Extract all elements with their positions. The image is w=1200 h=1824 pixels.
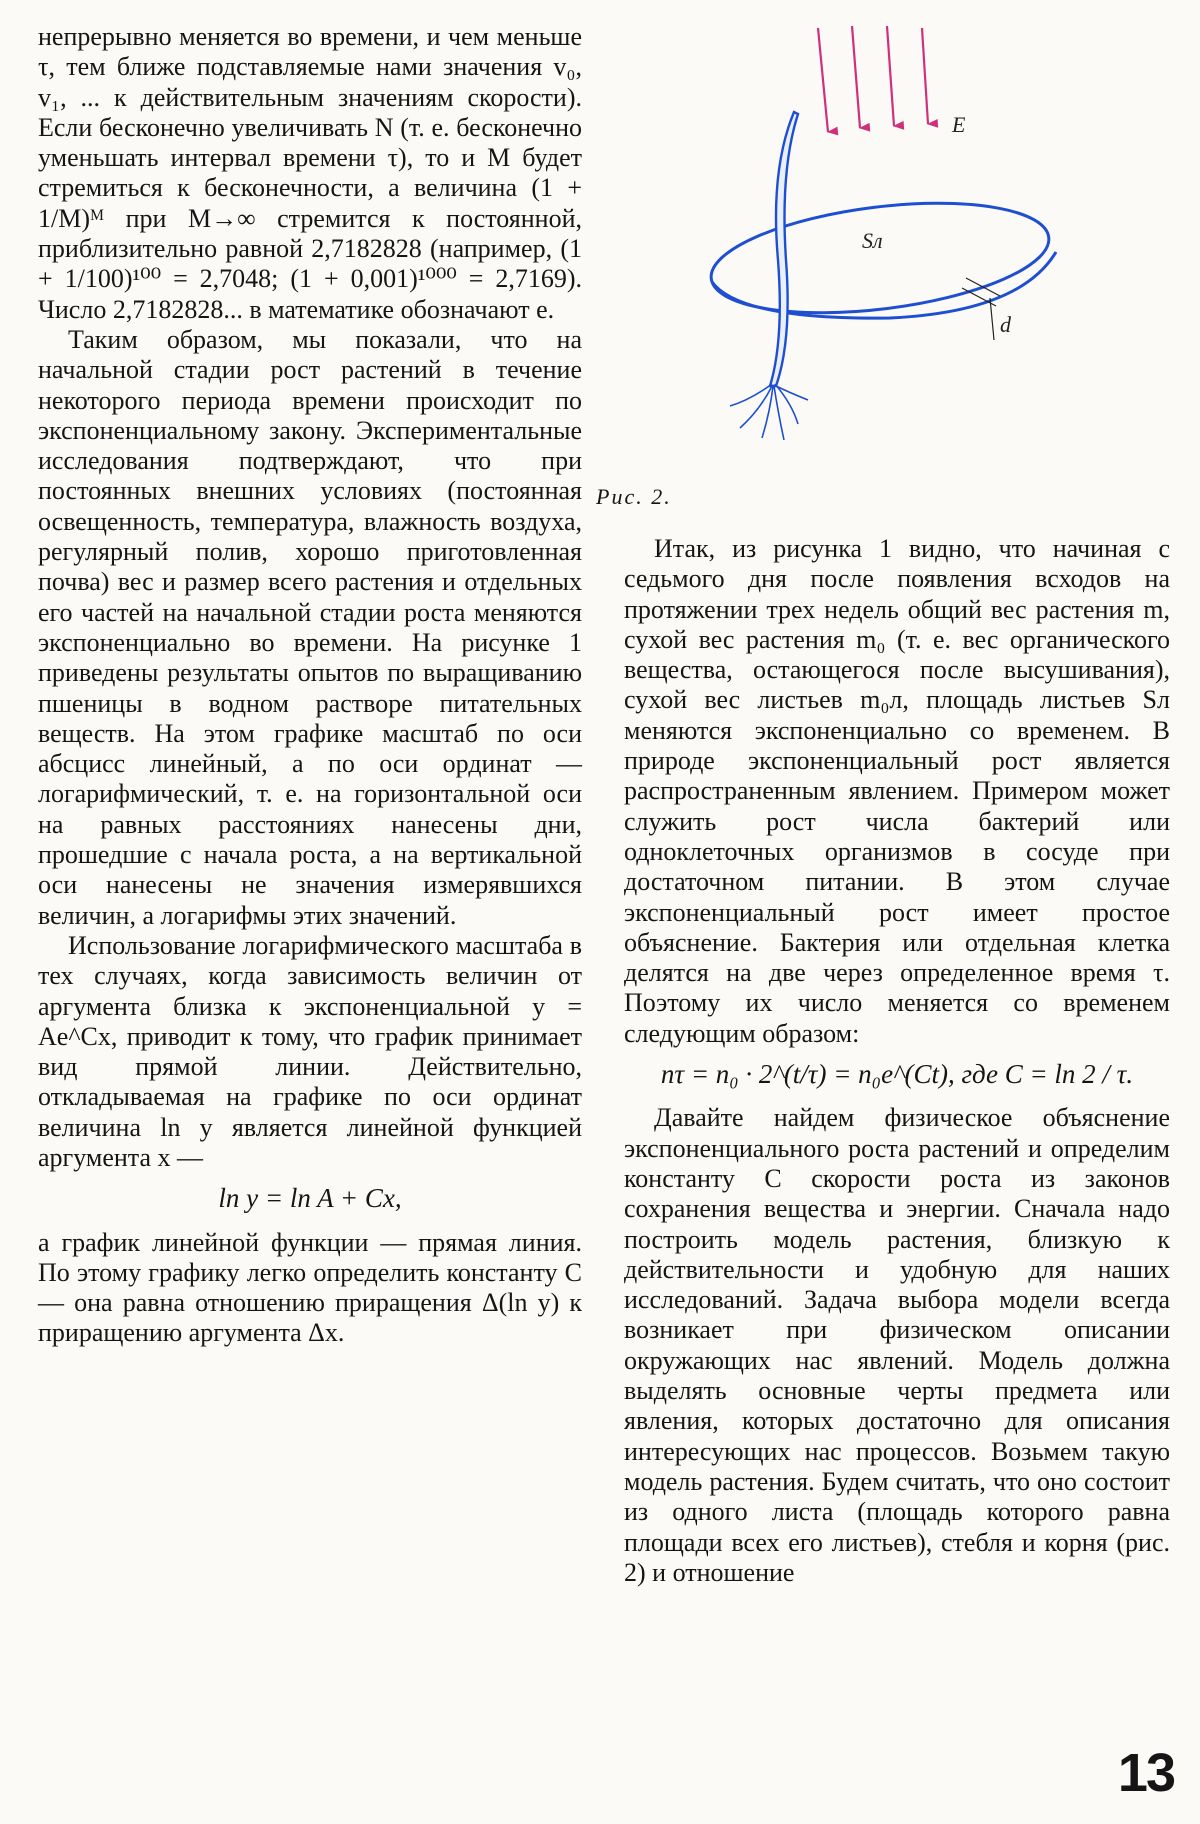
label-e: E xyxy=(952,112,966,137)
label-leaf-area: Sл xyxy=(862,228,883,253)
paragraph-linear-function: а график линейной функции — прямая линия. По этому графику легко определить константу C — она равна отношению приращения Δ(ln y) к приращению аргумента Δx. xyxy=(38,1227,582,1348)
light-arrows xyxy=(818,26,928,132)
figure-caption: Рис. 2. xyxy=(596,484,672,509)
plant-model-diagram xyxy=(700,20,1080,460)
paragraph-exponential-growth: Таким образом, мы показали, что на начальной стадии рост растений в течение некоторого периода времени происходит по экспоненциальному закону. Экспериментальные исследования подтверждают, что при постоянных внешних условиях (постоянная освещенность, температура, влажность воздуха, регулярный полив, хорошо приготовленная почва) вес и размер всего растения и отдельных его частей на начальной стадии роста меняются экспоненциально во времени. На рисунке 1 приведены результаты опытов по выращиванию пшеницы в водном растворе питательных веществ. На этом графике масштаб по оси абсцисс линейный, а по оси ординат — логарифмический, т. е. на горизонтальной оси на равных расстояниях нанесены дни, прошедшие с начала роста, а на вертикальной оси нанесены не значения измерявшихся величин, а логарифмы этих значений. xyxy=(38,324,582,930)
paragraph-continuation: непрерывно меняется во времени, и чем меньше τ, тем ближе подставляемые нами значения v₀, v₁, ... к действительным значениям скорости). Если бесконечно увеличивать N (т. е. бесконечно уменьшать интервал времени τ), то и M будет стремиться к бесконечности, а величина (1 + 1/M)ᴹ при M→∞ стремится к постоянной, приблизительно равной 2,7182828 (например, (1 + 1/100)¹⁰⁰ = 2,7048; (1 + 0,001)¹⁰⁰⁰ = 2,7169). Число 2,7182828... в математике обозначают e. xyxy=(38,22,582,324)
paragraph-log-scale: Использование логарифмического масштаба в тех случаях, когда зависимость величин от аргумента близка к экспоненциальной y = Ae^Cx, приводит к тому, что график принимает вид прямой линии. Действительно, откладываемая на графике по оси ординат величина ln y является линейной функцией аргумента x — xyxy=(38,930,582,1172)
roots xyxy=(730,384,808,440)
formula-bacteria-growth: nτ = n₀ · 2^(t/τ) = n₀e^(Ct), где C = ln 2 / τ. xyxy=(660,1059,1134,1090)
right-column xyxy=(624,534,1170,1588)
paragraph-physical-model: Давайте найдем физическое объяснение экспоненциального роста растений и определим константу C скорости роста из законов сохранения вещества и энергии. Сначала надо построить модель растения, близкую к действительности и удобную для наших исследований. Задача выбора модели всегда возникает при физическом описании окружающих нас явлений. Модель должна выделять основные черты предмета или явления, которых достаточно для описания интересующих нас процессов. Возьмем такую модель растения. Будем считать, что оно состоит из одного листа (площадь которого равна площади всех его листьев), стебля и корня (рис. 2) и отношение xyxy=(624,1103,1170,1587)
label-d: d xyxy=(1000,312,1011,337)
page-number: 13 xyxy=(1117,1743,1174,1803)
plant-model-figure xyxy=(700,20,1080,460)
formula-ln-y: ln y = ln A + Cx, xyxy=(218,1183,402,1214)
paragraph-figure-one-summary: Итак, из рисунка 1 видно, что начиная с седьмого дня после появления всходов на протяжении трех недель общий вес растения m, сухой вес растения m₀ (т. е. вес органического вещества, остающегося после высушивания), сухой вес листьев m₀л, площадь листьев Sл меняются экспоненциально со временем. В природе экспоненциальный рост является распространенным явлением. Примером может служить рост числа бактерий или одноклеточных организмов в сосуде при достаточном питании. В этом случае экспоненциальный рост имеет простое объяснение. Бактерия или отдельная клетка делятся на две через определенное время τ. Поэтому их число меняется со временем следующим образом: xyxy=(624,534,1170,1048)
leaf-disk xyxy=(705,187,1056,330)
left-column xyxy=(38,22,582,1349)
stem xyxy=(770,112,798,386)
